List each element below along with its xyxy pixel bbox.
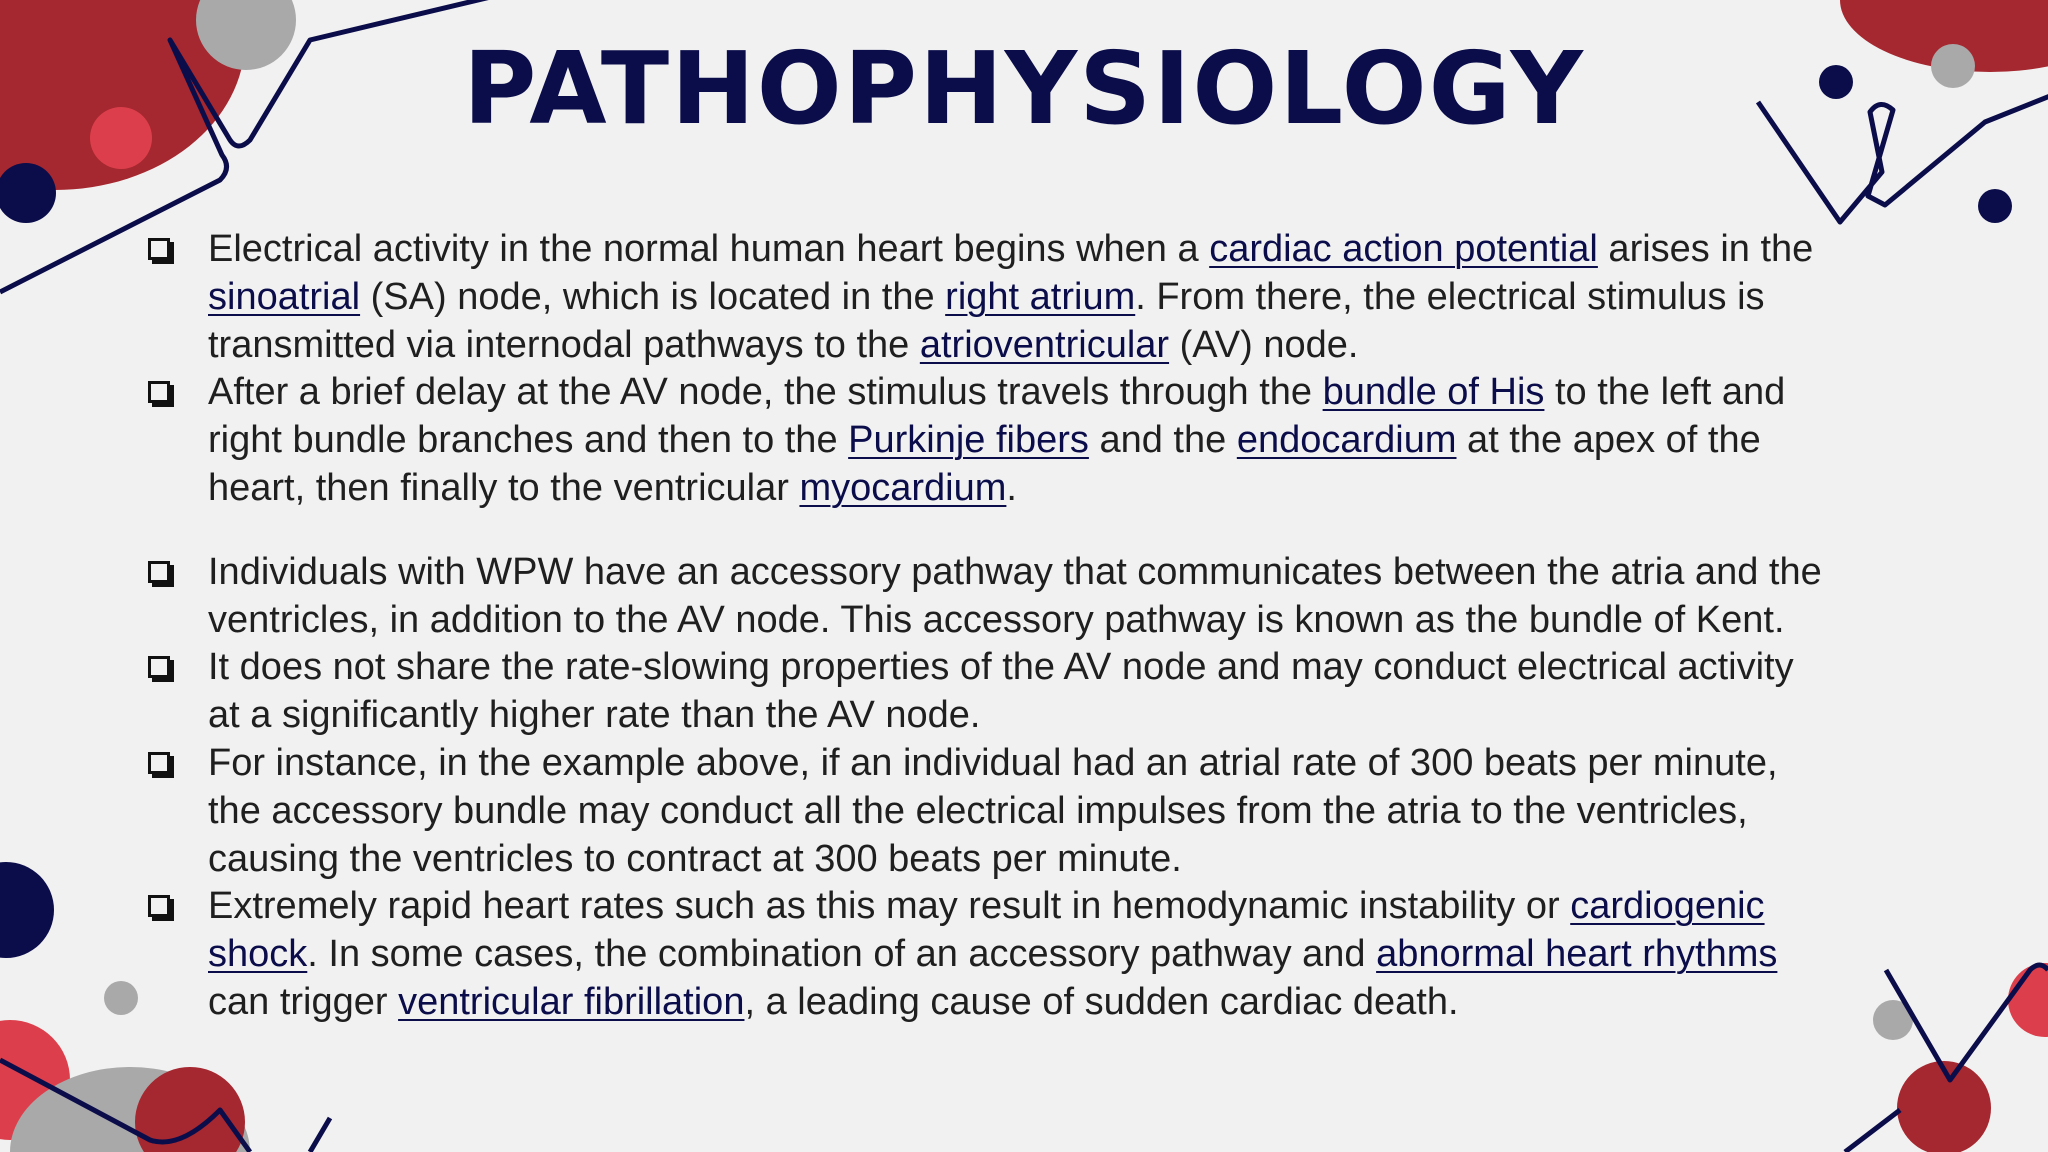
bullet-text: It does not share the rate-slowing properties of the AV node and may conduct electrical activity at a significantly higher rate than the AV node.: [208, 646, 1794, 737]
bullet-text: . From there, the electrical stimulus is transmitted via internodal pathways to the: [208, 275, 1765, 366]
bullet-text: at the apex of the heart, then finally to the ventricular: [208, 419, 1761, 509]
decor-circle-navy-top-right-2: [1978, 189, 2012, 223]
checkbox-square-icon: [148, 752, 170, 774]
bullet-item: [144, 644, 1834, 740]
checkbox-square-icon: [148, 656, 170, 678]
bullet-text: to the left and right bundle branches and then to the: [208, 371, 1786, 462]
bullet-item: [144, 369, 1834, 512]
bullet-text: Extremely rapid heart rates such as this may result in hemodynamic instability or: [208, 885, 1571, 928]
bullet-text: (AV) node.: [1169, 323, 1359, 366]
hyperlink[interactable]: cardiac action potential: [1209, 228, 1598, 270]
bullet-text: . In some cases, the combination of an accessory pathway and: [307, 933, 1377, 976]
hyperlink[interactable]: cardiogenic shock: [208, 885, 1765, 976]
hyperlink[interactable]: right atrium: [945, 275, 1136, 318]
hyperlink[interactable]: Purkinje fibers: [848, 419, 1089, 462]
hyperlink[interactable]: atrioventricular: [919, 323, 1170, 366]
checkbox-square-icon: [148, 381, 170, 403]
bullet-item: [144, 883, 1834, 1026]
bullet-text: , a leading cause of sudden cardiac death.: [744, 980, 1459, 1023]
bullet-text: can trigger: [208, 980, 399, 1023]
hyperlink[interactable]: endocardium: [1236, 419, 1457, 462]
decor-circle-gray-bottom-left: [104, 981, 138, 1015]
hyperlink[interactable]: ventricular fibrillation: [398, 980, 745, 1023]
bullet-text: Individuals with WPW have an accessory pathway that communicates between the atria and the ventricles, in addition to the AV node. This accessory pathway is known as the bundle of Kent.: [208, 550, 1822, 641]
bullet-text: and the: [1088, 419, 1237, 462]
bullet-text: After a brief delay at the AV node, the stimulus travels through the: [208, 371, 1323, 414]
bullet-item: [144, 549, 1834, 645]
bullet-text: .: [1006, 466, 1017, 509]
bullet-item: [144, 740, 1834, 883]
hyperlink[interactable]: sinoatrial: [208, 275, 361, 318]
bullet-text: Electrical activity in the normal human heart begins when a: [208, 228, 1210, 270]
bullet-text: For instance, in the example above, if an individual had an atrial rate of 300 beats per minute, the accessory bundle may conduct all the electrical impulses from the atria to the ventricles, causing the ventricles to contract at 300 beats per minute.: [208, 741, 1778, 880]
checkbox-square-icon: [148, 561, 170, 583]
hyperlink[interactable]: myocardium: [799, 466, 1007, 509]
hyperlink[interactable]: bundle of His: [1322, 371, 1545, 414]
checkbox-square-icon: [148, 895, 170, 917]
hyperlink[interactable]: abnormal heart rhythms: [1376, 933, 1778, 976]
checkbox-square-icon: [148, 238, 170, 260]
bullet-text: arises in the: [1597, 228, 1814, 270]
bullet-list: [144, 226, 1834, 1027]
slide-title: PATHOPHYSIOLOGY: [463, 30, 1585, 147]
bullet-text: (SA) node, which is located in the: [360, 275, 946, 318]
bullet-item: [144, 226, 1834, 369]
decor-circle-navy-bottom-left: [0, 862, 54, 958]
